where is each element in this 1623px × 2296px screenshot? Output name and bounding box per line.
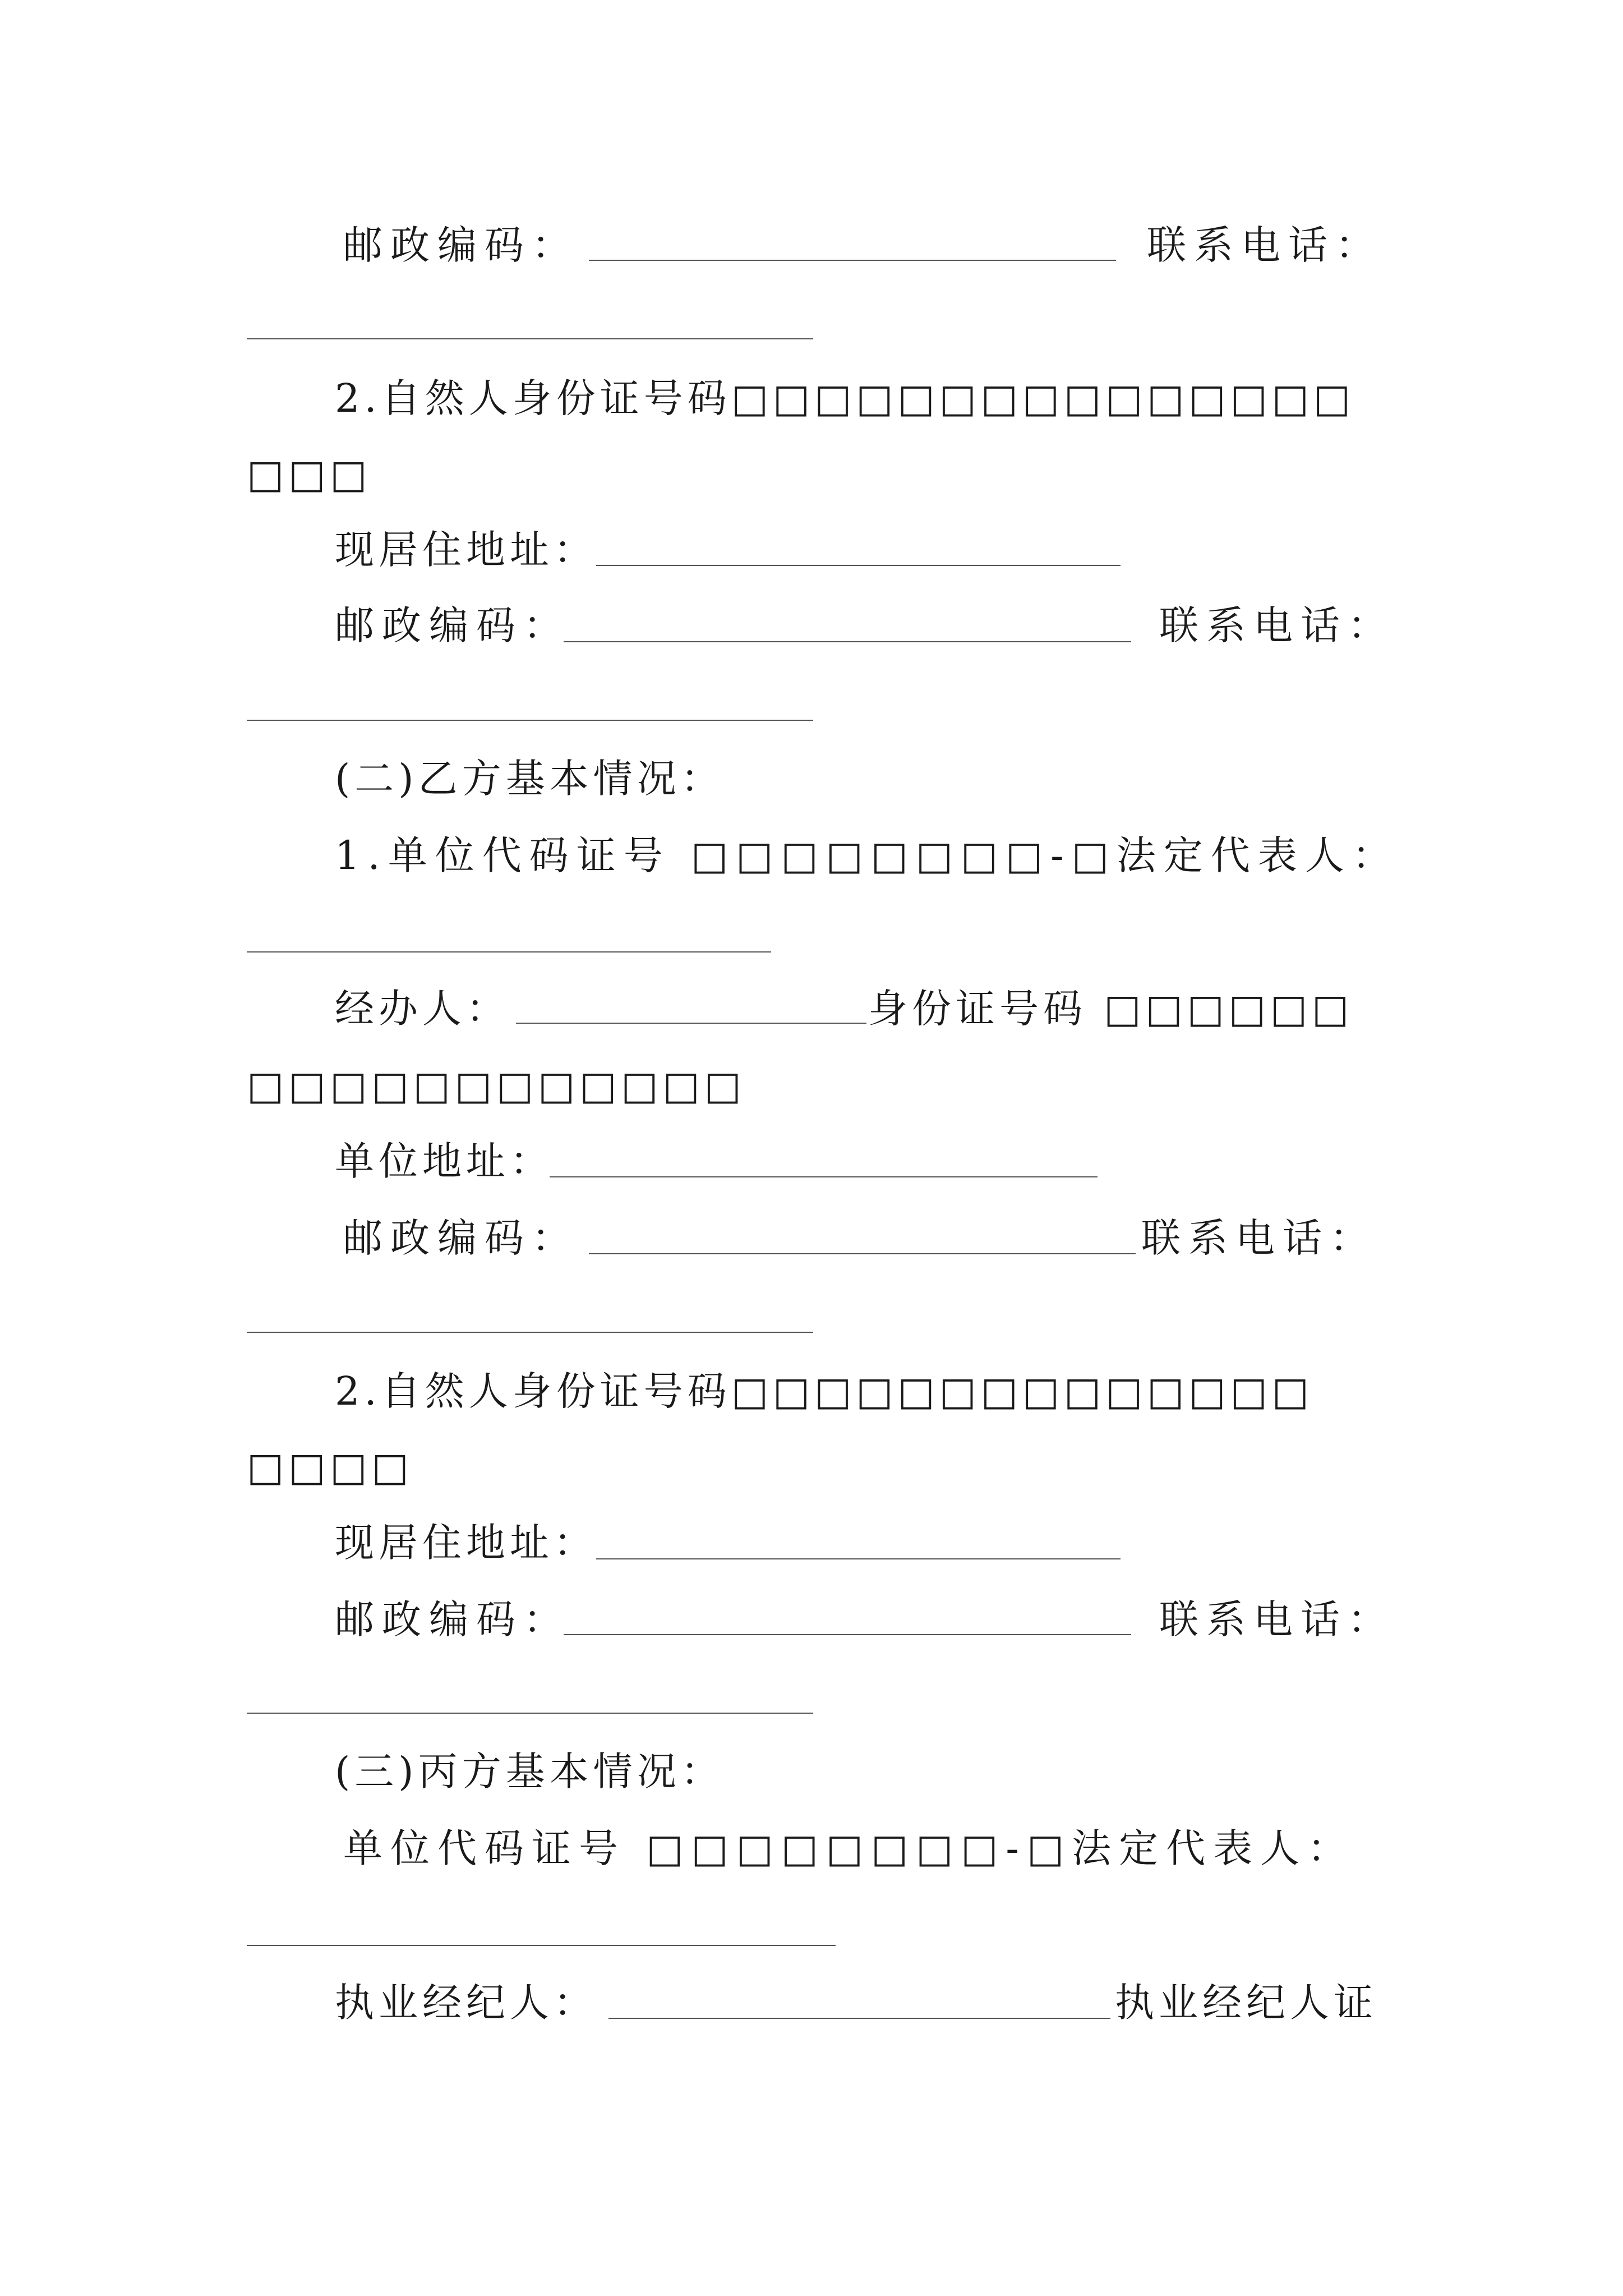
phone-field[interactable] bbox=[247, 338, 813, 339]
agent-id-continuation: □□□□□□□□□□□□ bbox=[247, 1062, 746, 1108]
phone-field[interactable] bbox=[247, 1332, 813, 1333]
phone-label: 联系电话： bbox=[1147, 222, 1382, 268]
unit-address-label: 单位地址： bbox=[335, 1138, 554, 1184]
phone-label: 联系电话： bbox=[1159, 1596, 1395, 1642]
postal-code-label: 邮政编码： bbox=[343, 222, 579, 268]
phone-field[interactable] bbox=[247, 1713, 813, 1714]
postal-code-field[interactable] bbox=[564, 1634, 1131, 1635]
postal-code-field[interactable] bbox=[589, 1253, 1136, 1254]
party-b-heading: (二)乙方基本情况： bbox=[335, 756, 725, 802]
phone-label: 联系电话： bbox=[1141, 1215, 1377, 1261]
broker-field[interactable] bbox=[608, 2018, 1110, 2019]
postal-code-field[interactable] bbox=[589, 260, 1116, 261]
residence-address-field[interactable] bbox=[596, 1558, 1121, 1559]
broker-certificate-label: 执业经纪人证 bbox=[1115, 1980, 1377, 2026]
residence-address-label: 现居住地址： bbox=[335, 527, 597, 573]
natural-person-id-continuation: □□□ bbox=[247, 451, 372, 497]
natural-person-id-line: 2.自然人身份证号码□□□□□□□□□□□□□□□ bbox=[335, 375, 1355, 421]
natural-person-id-line: 2.自然人身份证号码□□□□□□□□□□□□□□ bbox=[335, 1368, 1313, 1414]
agent-id-label: 身份证号码 □□□□□□ bbox=[868, 986, 1354, 1032]
natural-person-id-continuation: □□□□ bbox=[247, 1444, 413, 1490]
residence-address-label: 现居住地址： bbox=[335, 1520, 597, 1566]
broker-label: 执业经纪人： bbox=[335, 1980, 597, 2026]
unit-code-line: 1.单位代码证号 □□□□□□□□-□法定代表人： bbox=[335, 832, 1399, 878]
postal-code-label: 邮政编码： bbox=[343, 1215, 579, 1261]
legal-representative-field[interactable] bbox=[247, 951, 771, 953]
legal-representative-field[interactable] bbox=[247, 1945, 836, 1946]
agent-field[interactable] bbox=[516, 1023, 866, 1024]
unit-address-field[interactable] bbox=[550, 1176, 1098, 1177]
postal-code-label: 邮政编码： bbox=[335, 602, 570, 648]
postal-code-label: 邮政编码： bbox=[335, 1596, 570, 1642]
postal-code-field[interactable] bbox=[564, 641, 1131, 642]
agent-label: 经办人： bbox=[335, 986, 510, 1032]
phone-field[interactable] bbox=[247, 720, 813, 721]
unit-code-line: 单位代码证号 □□□□□□□□-□法定代表人： bbox=[343, 1825, 1355, 1871]
party-c-heading: (三)丙方基本情况： bbox=[335, 1749, 725, 1795]
phone-label: 联系电话： bbox=[1159, 602, 1395, 648]
residence-address-field[interactable] bbox=[596, 565, 1121, 566]
